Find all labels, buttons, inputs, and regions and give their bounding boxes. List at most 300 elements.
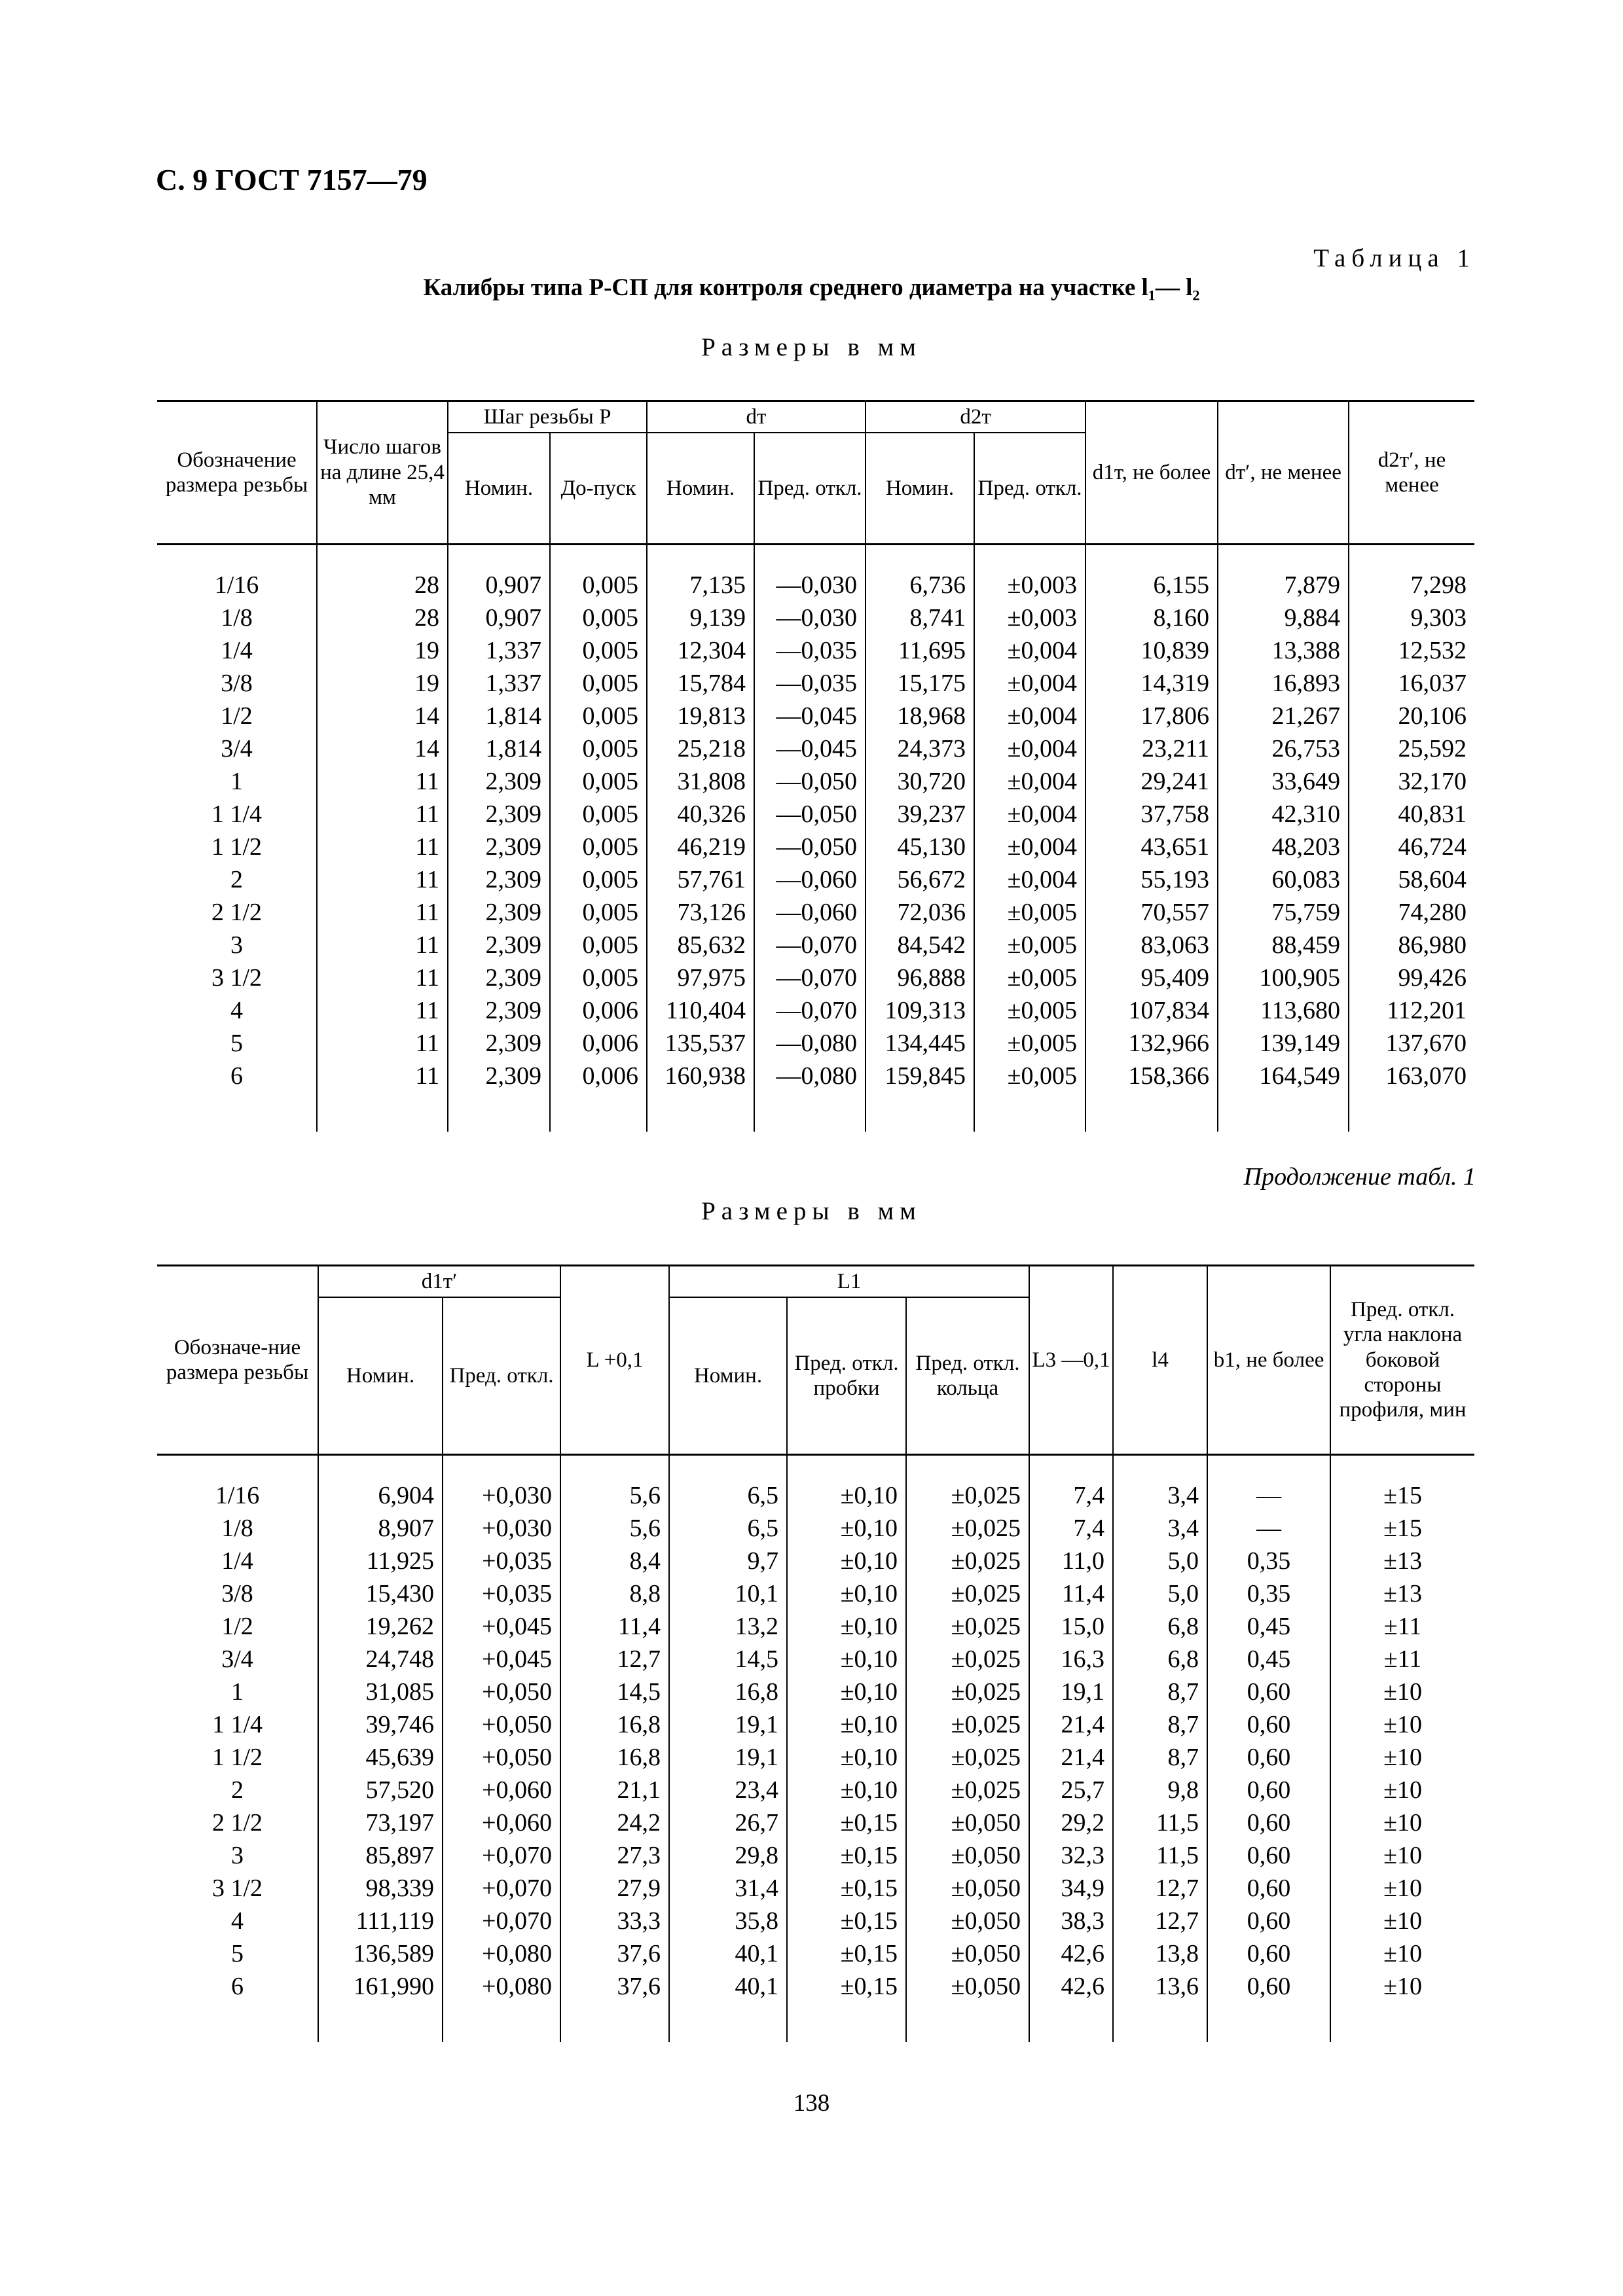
header-steps: Число шагов на длине 25,4 мм: [317, 401, 448, 545]
table-cell: 0,005: [550, 700, 647, 732]
header2-L3: L3 —0,1: [1029, 1266, 1113, 1455]
table-cell: 9,884: [1218, 601, 1349, 634]
thread-size-cell: 1/16: [214, 571, 259, 599]
table-cell: 11: [317, 863, 448, 896]
table-cell: 14,319: [1085, 667, 1218, 700]
thread-size-cell: 5: [230, 1029, 243, 1057]
table-cell: 14,5: [560, 1676, 669, 1708]
table-cell: +0,030: [443, 1479, 560, 1512]
table-cell: 97,975: [647, 961, 754, 994]
thread-size-cell: 4: [230, 996, 243, 1024]
table-cell: 163,070: [1349, 1060, 1474, 1092]
table-cell: 74,280: [1349, 896, 1474, 929]
table-cell: 31,4: [669, 1872, 787, 1905]
table-1: [157, 400, 1474, 1132]
table-cell: 28: [317, 601, 448, 634]
header-d2t-nom: Номин.: [866, 433, 974, 544]
table-cell: ±0,10: [787, 1577, 906, 1610]
thread-size-cell: 1/8: [221, 1514, 253, 1542]
thread-size-cell: 5: [231, 1939, 244, 1967]
table-cell: ±0,004: [974, 667, 1085, 700]
table-cell: 8,741: [866, 601, 974, 634]
table-cell: 11: [317, 1060, 448, 1092]
table-cell: —0,060: [754, 896, 866, 929]
table-cell: —0,045: [754, 732, 866, 765]
thread-size-cell: 2: [231, 1776, 244, 1804]
spacer-cell: [1207, 1454, 1330, 1479]
table-cell: 2,309: [448, 961, 550, 994]
table-cell: 7,4: [1029, 1512, 1113, 1545]
table-cell: ±0,15: [787, 1839, 906, 1872]
table-row: [157, 1774, 1474, 1806]
header-d2t-prime: d2т′, не менее: [1349, 401, 1474, 545]
table-cell: 2,309: [448, 1027, 550, 1060]
header-d2t: d2т: [866, 401, 1085, 433]
table-row: [157, 1937, 1474, 1970]
header-designation: Обозначение размера резьбы: [157, 401, 317, 545]
table-cell: ±0,025: [906, 1545, 1029, 1577]
thread-size-cell: 1: [231, 1677, 244, 1706]
table-cell: +0,050: [443, 1708, 560, 1741]
table-cell: 132,966: [1085, 1027, 1218, 1060]
table-cell: 40,1: [669, 1937, 787, 1970]
table-cell: ±10: [1330, 1839, 1474, 1872]
table-cell: ±10: [1330, 1708, 1474, 1741]
table-row: [157, 601, 1474, 634]
table-cell: +0,080: [443, 1970, 560, 2003]
table-row: [157, 1806, 1474, 1839]
spacer-cell: [1349, 1092, 1474, 1132]
table-cell: 8,7: [1113, 1676, 1207, 1708]
table-row: [157, 1643, 1474, 1676]
table-cell: 19,262: [318, 1610, 443, 1643]
table-cell: 43,651: [1085, 831, 1218, 863]
spacer-cell: [550, 544, 647, 569]
table-cell: 8,4: [560, 1545, 669, 1577]
table-cell: 32,3: [1029, 1839, 1113, 1872]
table-cell: +0,060: [443, 1806, 560, 1839]
table-cell: 34,9: [1029, 1872, 1113, 1905]
table-cell: 0,006: [550, 994, 647, 1027]
header-pitch-nom: Номин.: [448, 433, 550, 544]
thread-size-cell: 3 1/2: [211, 963, 263, 992]
table-cell: 0,005: [550, 929, 647, 961]
thread-size-cell: 1 1/2: [211, 833, 263, 861]
table-cell: 0,005: [550, 634, 647, 667]
thread-size-cell: 1 1/2: [211, 1743, 263, 1771]
header2-b1: b1, не более: [1207, 1266, 1330, 1455]
header2-angle: Пред. откл. угла наклона боковой стороны профиля, мин: [1330, 1266, 1474, 1455]
table-cell: ±0,050: [906, 1905, 1029, 1937]
table-cell: 0,60: [1207, 1937, 1330, 1970]
table-cell: 5,6: [560, 1479, 669, 1512]
table-cell: 25,218: [647, 732, 754, 765]
table-cell: ±0,005: [974, 1027, 1085, 1060]
table-cell: 75,759: [1218, 896, 1349, 929]
thread-size-cell: 6: [231, 1972, 244, 2000]
table-cell: 20,106: [1349, 700, 1474, 732]
table-cell: 15,784: [647, 667, 754, 700]
table-cell: —0,070: [754, 994, 866, 1027]
table-cell: ±0,005: [974, 929, 1085, 961]
spacer-cell: [317, 1092, 448, 1132]
table-cell: 96,888: [866, 961, 974, 994]
table-cell: 12,7: [1113, 1905, 1207, 1937]
table-cell: 0,60: [1207, 1708, 1330, 1741]
table-cell: ±0,025: [906, 1774, 1029, 1806]
table-cell: 18,968: [866, 700, 974, 732]
spacer-row: [157, 544, 1474, 569]
table-cell: 8,160: [1085, 601, 1218, 634]
table-row: [157, 1970, 1474, 2003]
spacer-cell: [1085, 544, 1218, 569]
table-cell: 11,4: [560, 1610, 669, 1643]
table-cell: ±10: [1330, 1905, 1474, 1937]
table-cell: ±0,15: [787, 1970, 906, 2003]
table-cell: 2,309: [448, 896, 550, 929]
table-cell: 21,4: [1029, 1708, 1113, 1741]
table-cell: 11: [317, 961, 448, 994]
table-cell: 38,3: [1029, 1905, 1113, 1937]
table-row: [157, 569, 1474, 601]
table-cell: 8,7: [1113, 1741, 1207, 1774]
table-cell: 16,8: [560, 1741, 669, 1774]
table-cell: ±0,025: [906, 1479, 1029, 1512]
table-cell: 85,632: [647, 929, 754, 961]
table-row: [157, 1545, 1474, 1577]
table-cell: 46,724: [1349, 831, 1474, 863]
table-cell: 3,4: [1113, 1479, 1207, 1512]
table-cell: ±13: [1330, 1577, 1474, 1610]
table-cell: —0,060: [754, 863, 866, 896]
table-cell: 37,758: [1085, 798, 1218, 831]
page-header: С. 9 ГОСТ 7157—79: [156, 163, 428, 196]
continuation-label: Продолжение табл. 1: [1243, 1163, 1476, 1191]
table-cell: 2,309: [448, 798, 550, 831]
spacer-cell: [866, 1092, 974, 1132]
thread-size-cell: 3 1/2: [211, 1874, 263, 1902]
header-dt-nom: Номин.: [647, 433, 754, 544]
table-row: [157, 1027, 1474, 1060]
table-cell: ±0,10: [787, 1610, 906, 1643]
table-cell: 28: [317, 569, 448, 601]
table-cell: 29,241: [1085, 765, 1218, 798]
spacer-cell: [974, 544, 1085, 569]
table-cell: —0,070: [754, 929, 866, 961]
table-cell: 11: [317, 765, 448, 798]
table-row: [157, 634, 1474, 667]
table-cell: 136,589: [318, 1937, 443, 1970]
spacer-cell: [974, 1092, 1085, 1132]
spacer-cell: [550, 1092, 647, 1132]
table-cell: 37,6: [560, 1937, 669, 1970]
table-cell: 58,604: [1349, 863, 1474, 896]
table-cell: 135,537: [647, 1027, 754, 1060]
spacer-cell: [906, 1454, 1029, 1479]
table-row: [157, 1060, 1474, 1092]
table-cell: 113,680: [1218, 994, 1349, 1027]
table-cell: —0,070: [754, 961, 866, 994]
table-title: Калибры типа Р-СП для контроля среднего диаметра на участке l₁— l₂: [423, 274, 1200, 301]
table-cell: ±0,10: [787, 1676, 906, 1708]
table-cell: 161,990: [318, 1970, 443, 2003]
table-cell: 73,126: [647, 896, 754, 929]
table-cell: 24,748: [318, 1643, 443, 1676]
table-cell: 6,5: [669, 1512, 787, 1545]
header2-d1t-prime: d1т′: [318, 1266, 560, 1298]
table-cell: 0,005: [550, 831, 647, 863]
table-cell: 8,8: [560, 1577, 669, 1610]
table-cell: —0,080: [754, 1060, 866, 1092]
table-cell: 73,197: [318, 1806, 443, 1839]
spacer-cell: [448, 1092, 550, 1132]
table-cell: —0,035: [754, 667, 866, 700]
table-1-body: [157, 544, 1474, 1132]
table-cell: 6,736: [866, 569, 974, 601]
table-cell: 0,005: [550, 798, 647, 831]
table-cell: 5,6: [560, 1512, 669, 1545]
table-cell: ±0,004: [974, 831, 1085, 863]
table-cell: ±0,005: [974, 994, 1085, 1027]
table-cell: 39,237: [866, 798, 974, 831]
spacer-cell: [1349, 544, 1474, 569]
table-row: [157, 700, 1474, 732]
table-row: [157, 863, 1474, 896]
table-cell: 2,309: [448, 765, 550, 798]
table-cell: 15,175: [866, 667, 974, 700]
table-cell: 0,45: [1207, 1643, 1330, 1676]
spacer-row: [157, 2003, 1474, 2042]
thread-size-cell: 6: [230, 1062, 243, 1090]
table-cell: 159,845: [866, 1060, 974, 1092]
table-cell: 88,459: [1218, 929, 1349, 961]
table-cell: —0,035: [754, 634, 866, 667]
table-cell: 110,404: [647, 994, 754, 1027]
table-cell: 19,813: [647, 700, 754, 732]
table-cell: 16,8: [669, 1676, 787, 1708]
table-cell: 24,2: [560, 1806, 669, 1839]
table-cell: 27,9: [560, 1872, 669, 1905]
table-cell: 17,806: [1085, 700, 1218, 732]
table-cell: —0,050: [754, 831, 866, 863]
table-cell: 6,8: [1113, 1643, 1207, 1676]
table-cell: ±0,15: [787, 1806, 906, 1839]
header-d1t: d1т, не более: [1085, 401, 1218, 545]
table-cell: 14: [317, 732, 448, 765]
table-cell: 21,267: [1218, 700, 1349, 732]
table-cell: 15,430: [318, 1577, 443, 1610]
table-cell: +0,070: [443, 1839, 560, 1872]
table-cell: 11,0: [1029, 1545, 1113, 1577]
thread-size-cell: 4: [231, 1907, 244, 1935]
table-cell: 37,6: [560, 1970, 669, 2003]
table-cell: ±0,10: [787, 1741, 906, 1774]
table-cell: 100,905: [1218, 961, 1349, 994]
thread-size-cell: 1/2: [221, 1612, 253, 1640]
header2-d1t-dev: Пред. откл.: [443, 1297, 560, 1454]
table-cell: 164,549: [1218, 1060, 1349, 1092]
table-cell: 11,5: [1113, 1839, 1207, 1872]
table-cell: 0,005: [550, 896, 647, 929]
table-cell: 139,149: [1218, 1027, 1349, 1060]
table-cell: 12,304: [647, 634, 754, 667]
table-cell: 134,445: [866, 1027, 974, 1060]
table-cell: 13,2: [669, 1610, 787, 1643]
table-cell: 6,904: [318, 1479, 443, 1512]
table-cell: 19,1: [1029, 1676, 1113, 1708]
table-row: [157, 1741, 1474, 1774]
thread-size-cell: 1 1/4: [211, 1710, 263, 1738]
table-cell: 46,219: [647, 831, 754, 863]
table-cell: 13,6: [1113, 1970, 1207, 2003]
table-cell: 12,7: [560, 1643, 669, 1676]
table-cell: 8,907: [318, 1512, 443, 1545]
table-cell: 11,4: [1029, 1577, 1113, 1610]
table-cell: 33,3: [560, 1905, 669, 1937]
table-cell: 98,339: [318, 1872, 443, 1905]
table-cell: 0,60: [1207, 1741, 1330, 1774]
table-cell: 8,7: [1113, 1708, 1207, 1741]
table-cell: ±0,15: [787, 1937, 906, 1970]
table-cell: 31,085: [318, 1676, 443, 1708]
table-cell: 11: [317, 831, 448, 863]
table-cell: 25,592: [1349, 732, 1474, 765]
table-cell: ±15: [1330, 1512, 1474, 1545]
table-cell: 27,3: [560, 1839, 669, 1872]
table-cell: 0,60: [1207, 1806, 1330, 1839]
table-cell: ±0,025: [906, 1676, 1029, 1708]
table-row: [157, 994, 1474, 1027]
spacer-cell: [443, 1454, 560, 1479]
table-row: [157, 1479, 1474, 1512]
table-cell: 0,005: [550, 863, 647, 896]
table-row: [157, 1905, 1474, 1937]
table-cell: 0,005: [550, 765, 647, 798]
header2-designation: Обозначе-ние размера резьбы: [157, 1266, 318, 1455]
spacer-cell: [448, 544, 550, 569]
table-cell: ±0,004: [974, 798, 1085, 831]
table-cell: 9,8: [1113, 1774, 1207, 1806]
table-cell: 112,201: [1349, 994, 1474, 1027]
table-cell: 86,980: [1349, 929, 1474, 961]
thread-size-cell: 1/4: [221, 636, 253, 664]
spacer-cell: [1113, 1454, 1207, 1479]
table-cell: ±0,025: [906, 1577, 1029, 1610]
table-cell: 45,130: [866, 831, 974, 863]
table-cell: ±0,004: [974, 765, 1085, 798]
table-cell: 24,373: [866, 732, 974, 765]
table-cell: ±0,050: [906, 1839, 1029, 1872]
thread-size-cell: 1/8: [221, 603, 253, 632]
table-cell: 2,309: [448, 1060, 550, 1092]
header2-L: L +0,1: [560, 1266, 669, 1455]
table-cell: 0,006: [550, 1060, 647, 1092]
table-cell: 42,6: [1029, 1970, 1113, 2003]
table-2-body: [157, 1454, 1474, 2042]
table-cell: 12,532: [1349, 634, 1474, 667]
table-cell: 19,1: [669, 1741, 787, 1774]
table-row: [157, 1708, 1474, 1741]
thread-size-cell: 3: [231, 1841, 244, 1869]
table-cell: —: [1207, 1512, 1330, 1545]
table-cell: 0,005: [550, 732, 647, 765]
table-cell: 42,310: [1218, 798, 1349, 831]
table-cell: 95,409: [1085, 961, 1218, 994]
table-cell: 0,60: [1207, 1905, 1330, 1937]
table-cell: 0,006: [550, 1027, 647, 1060]
table-cell: 26,753: [1218, 732, 1349, 765]
header-pitch-tol: До-пуск: [550, 433, 647, 544]
table-cell: ±0,050: [906, 1806, 1029, 1839]
table-cell: 13,388: [1218, 634, 1349, 667]
table-cell: 7,879: [1218, 569, 1349, 601]
spacer-cell: [443, 2003, 560, 2042]
table-cell: 12,7: [1113, 1872, 1207, 1905]
table-cell: 6,155: [1085, 569, 1218, 601]
table-cell: 7,135: [647, 569, 754, 601]
table-row: [157, 1872, 1474, 1905]
header-dt-dev: Пред. откл.: [754, 433, 866, 544]
table-cell: 26,7: [669, 1806, 787, 1839]
table-cell: 33,649: [1218, 765, 1349, 798]
table-cell: 6,8: [1113, 1610, 1207, 1643]
table-cell: 19: [317, 667, 448, 700]
table-cell: ±0,050: [906, 1937, 1029, 1970]
table-cell: 48,203: [1218, 831, 1349, 863]
table-cell: ±11: [1330, 1643, 1474, 1676]
header2-l4: l4: [1113, 1266, 1207, 1455]
table-cell: 1,814: [448, 700, 550, 732]
thread-size-cell: 1/2: [221, 702, 253, 730]
table-cell: ±0,10: [787, 1545, 906, 1577]
table-cell: 0,60: [1207, 1676, 1330, 1708]
table-row: [157, 667, 1474, 700]
table-cell: ±0,005: [974, 961, 1085, 994]
table-cell: +0,035: [443, 1577, 560, 1610]
table-cell: 9,7: [669, 1545, 787, 1577]
table-cell: 109,313: [866, 994, 974, 1027]
thread-size-cell: 3/4: [221, 734, 253, 762]
table-cell: ±10: [1330, 1806, 1474, 1839]
table-cell: 0,60: [1207, 1872, 1330, 1905]
table-cell: 1,337: [448, 667, 550, 700]
table-cell: ±10: [1330, 1774, 1474, 1806]
table-cell: ±10: [1330, 1970, 1474, 2003]
table-cell: 0,35: [1207, 1545, 1330, 1577]
table-cell: 35,8: [669, 1905, 787, 1937]
table-cell: ±0,025: [906, 1741, 1029, 1774]
spacer-cell: [1085, 1092, 1218, 1132]
table-cell: 31,808: [647, 765, 754, 798]
table-cell: ±0,025: [906, 1708, 1029, 1741]
header2-L1-ring: Пред. откл. кольца: [906, 1297, 1029, 1454]
table-cell: ±0,050: [906, 1872, 1029, 1905]
table-cell: 7,298: [1349, 569, 1474, 601]
table-row: [157, 1610, 1474, 1643]
table-cell: 11: [317, 994, 448, 1027]
spacer-cell: [1029, 1454, 1113, 1479]
table-cell: 23,211: [1085, 732, 1218, 765]
table-cell: 21,4: [1029, 1741, 1113, 1774]
thread-size-cell: 3/8: [221, 1579, 253, 1607]
spacer-cell: [1218, 1092, 1349, 1132]
table-cell: 29,8: [669, 1839, 787, 1872]
table-cell: ±0,10: [787, 1512, 906, 1545]
table-cell: 11,925: [318, 1545, 443, 1577]
table-cell: ±0,004: [974, 700, 1085, 732]
header-pitch: Шаг резьбы P: [448, 401, 647, 433]
table-cell: 56,672: [866, 863, 974, 896]
